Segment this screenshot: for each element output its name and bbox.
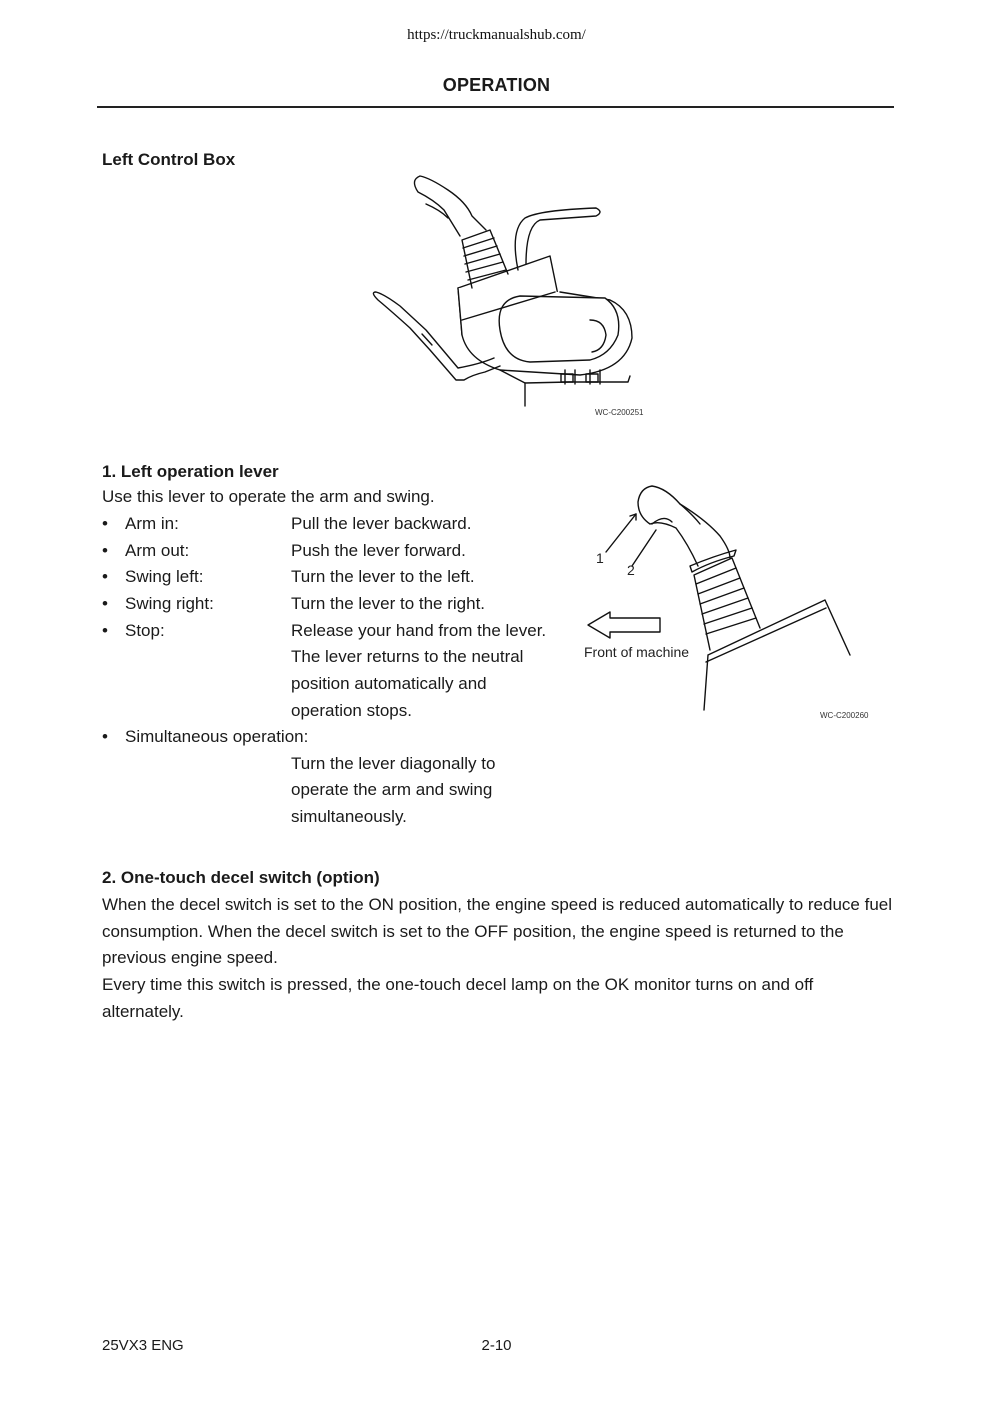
header-rule: [97, 106, 894, 108]
bullet-description: Turn the lever to the left.: [291, 567, 475, 586]
left-control-box-heading: Left Control Box: [102, 150, 236, 169]
left-operation-lever-intro: Use this lever to operate the arm and swing.: [102, 487, 435, 506]
simultaneous-description-line: simultaneously.: [291, 807, 407, 826]
bullet-icon: •: [102, 541, 108, 560]
simultaneous-description-line: operate the arm and swing: [291, 780, 493, 799]
bullet-description: Turn the lever to the right.: [291, 594, 486, 613]
left-control-box-illustration: [360, 170, 660, 410]
decel-switch-paragraph: When the decel switch is set to the ON position, the engine speed is reduced automatically to reduce fuel consumption. When the decel switch is set to the OFF position, the engine speed is returned to the previous engine speed.: [102, 895, 893, 967]
left-lever-illustration: [580, 480, 880, 720]
source-url: https://truckmanualshub.com/: [407, 27, 586, 43]
left-operation-lever-heading: 1. Left operation lever: [102, 462, 279, 481]
stop-continuation-line: The lever returns to the neutral: [291, 647, 524, 666]
stop-continuation-line: position automatically and: [291, 674, 487, 693]
bullet-icon: •: [102, 621, 108, 640]
callout-label-1: 1: [596, 550, 604, 566]
bullet-label: Stop:: [125, 621, 165, 640]
figure-code-label: WC-C200260: [820, 711, 869, 720]
callout-label-2: 2: [627, 562, 635, 578]
bullet-label: Swing right:: [125, 594, 214, 613]
page-number: 2-10: [481, 1337, 512, 1354]
bullet-description: Pull the lever backward.: [291, 514, 472, 533]
bullet-label: Simultaneous operation:: [125, 727, 309, 746]
bullet-icon: •: [102, 594, 108, 613]
bullet-label: Swing left:: [125, 567, 204, 586]
bullet-icon: •: [102, 727, 108, 746]
document-code: 25VX3 ENG: [102, 1337, 184, 1354]
bullet-label: Arm in:: [125, 514, 179, 533]
bullet-description: Release your hand from the lever.: [291, 621, 547, 640]
section-title: OPERATION: [442, 75, 551, 95]
bullet-icon: •: [102, 514, 108, 533]
bullet-label: Arm out:: [125, 541, 190, 560]
decel-switch-heading: 2. One-touch decel switch (option): [102, 868, 380, 887]
decel-lamp-paragraph: Every time this switch is pressed, the one-touch decel lamp on the OK monitor turns on and off alternately.: [102, 975, 814, 1021]
bullet-description: Push the lever forward.: [291, 541, 466, 560]
stop-continuation-line: operation stops.: [291, 701, 412, 720]
front-of-machine-label: Front of machine: [584, 644, 690, 660]
figure-code-label: WC-C200251: [595, 408, 644, 417]
simultaneous-description-line: Turn the lever diagonally to: [291, 754, 496, 773]
bullet-icon: •: [102, 567, 108, 586]
